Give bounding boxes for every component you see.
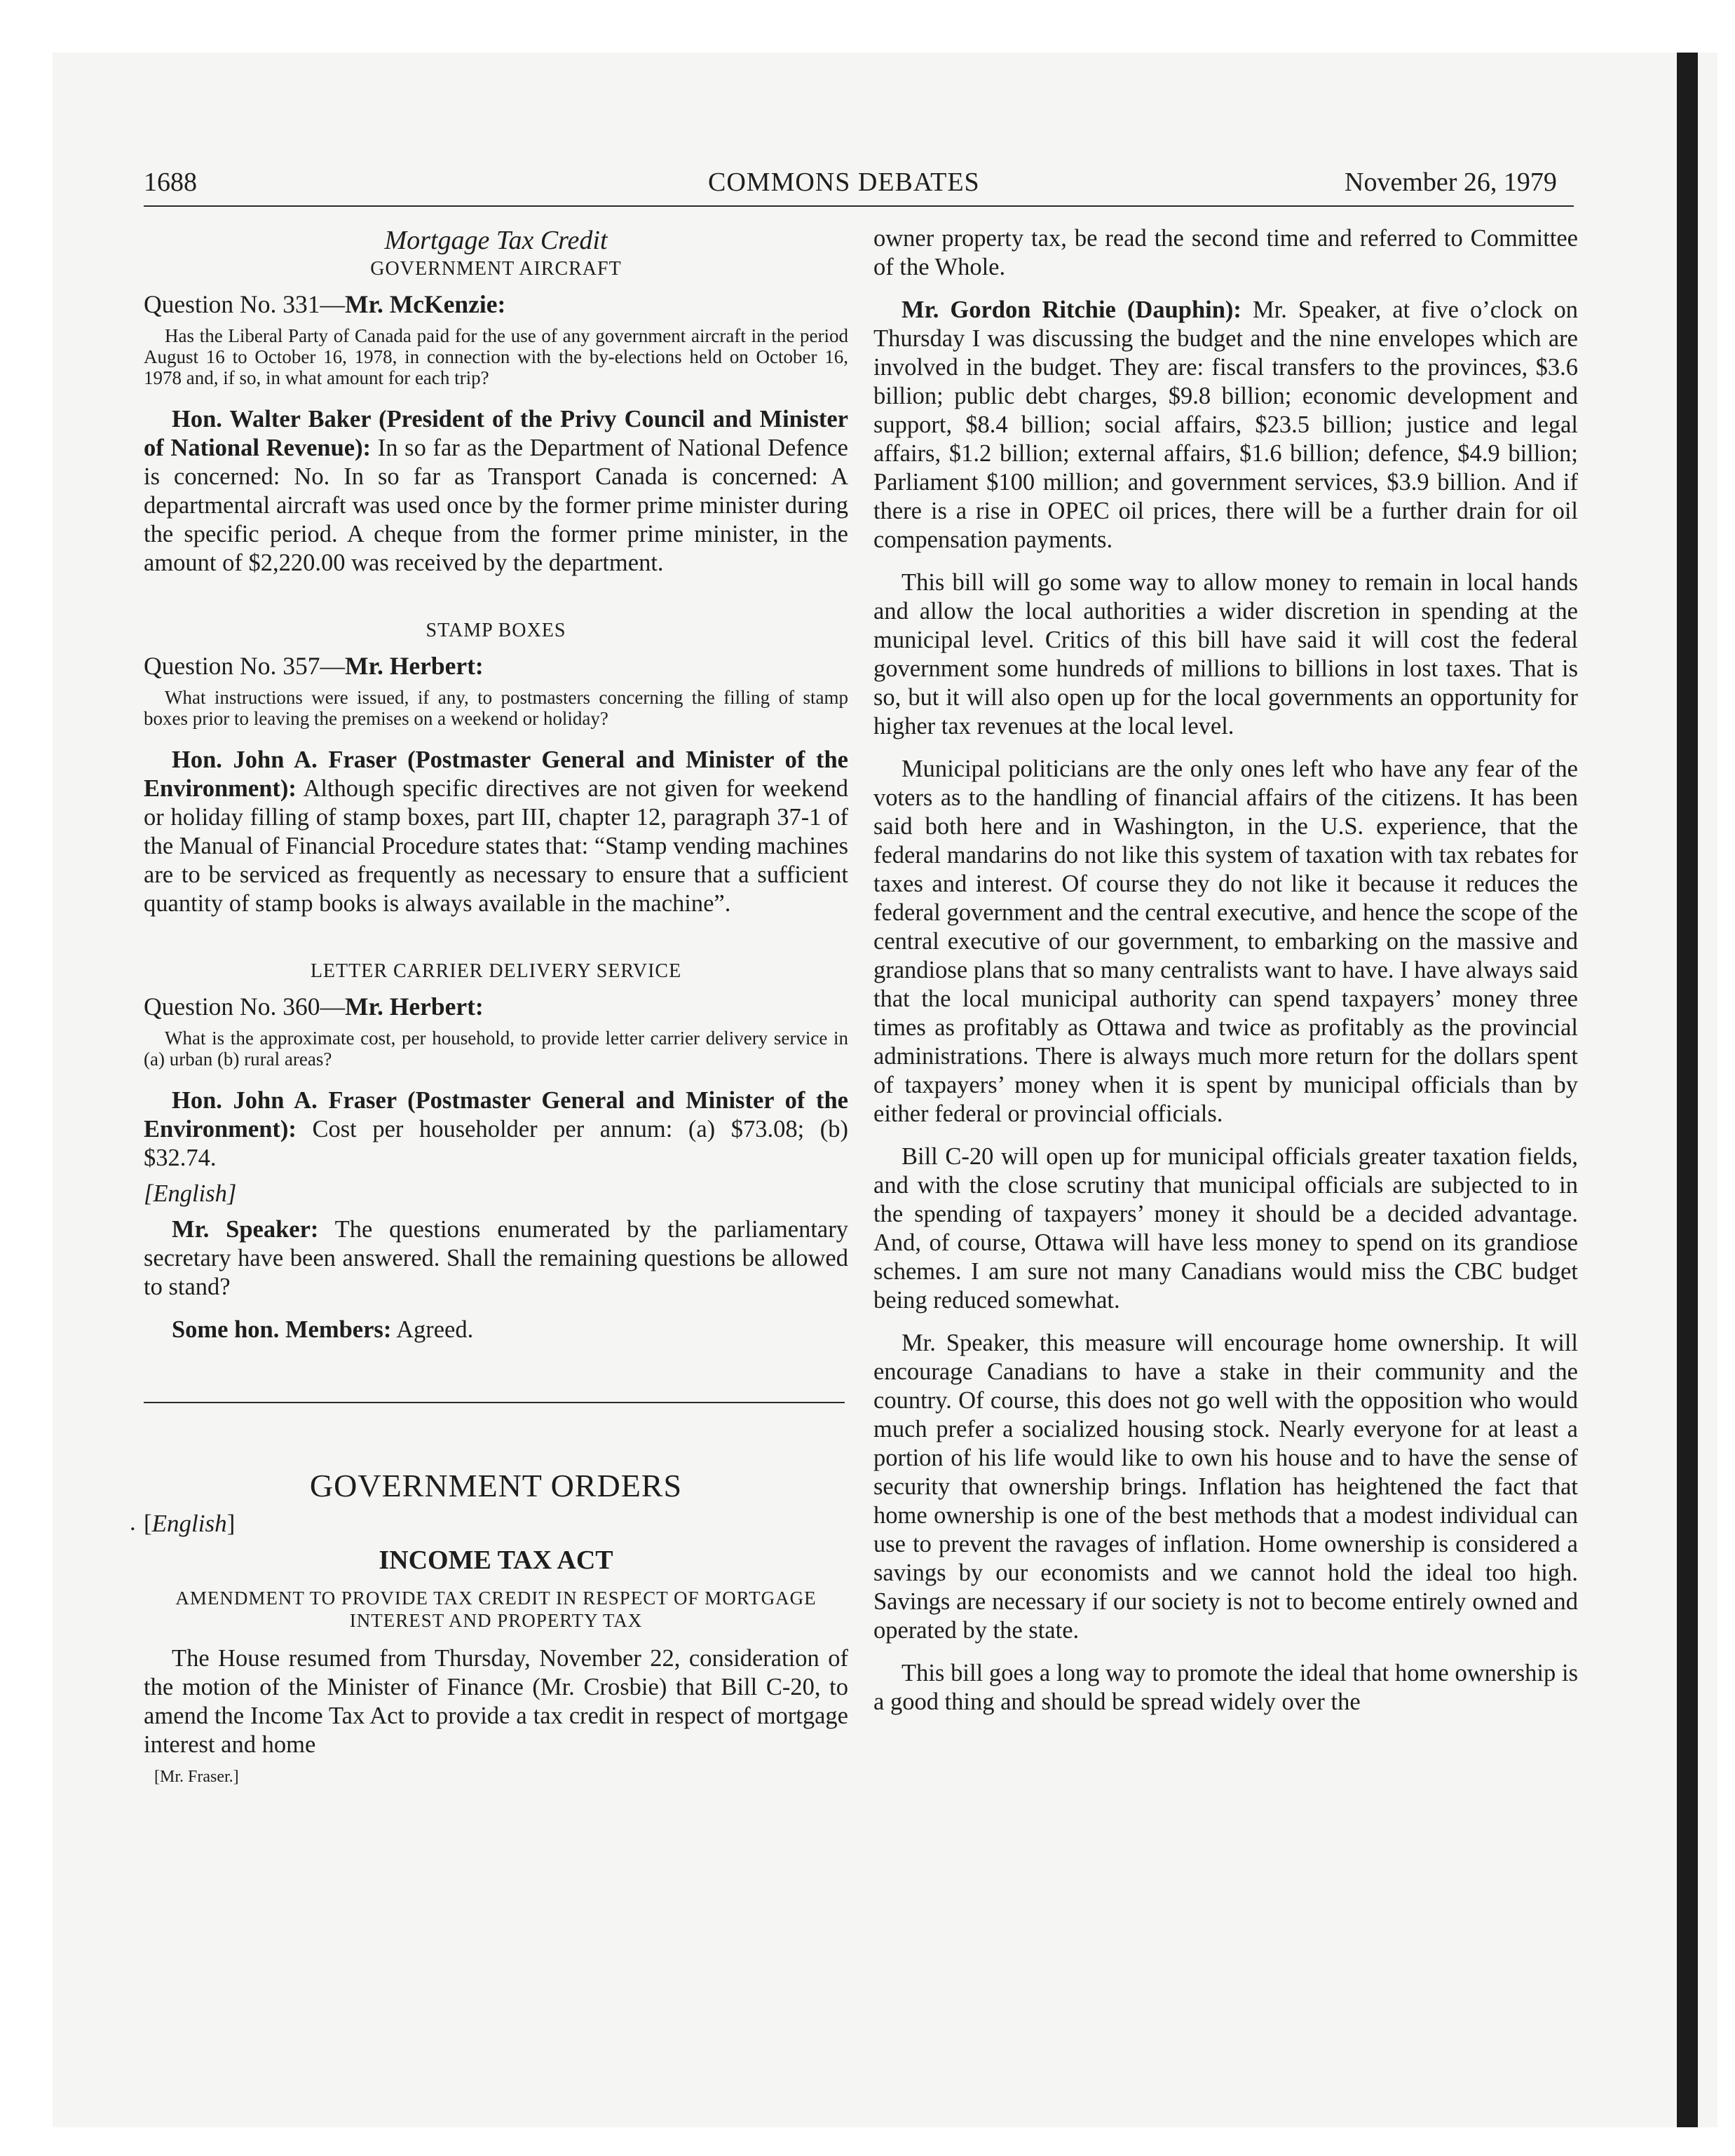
act-title: INCOME TAX ACT	[379, 1546, 613, 1575]
members-name: Some hon. Members:	[172, 1316, 392, 1343]
q360-question-text: What is the approximate cost, per household, to provide letter carrier delivery service in (a) urban (b) rural areas?	[144, 1028, 848, 1070]
q360-answer	[144, 1086, 848, 1173]
paragraph-6: This bill goes a long way to promote the ideal that home ownership is a good thing and should be spread widely over the	[873, 1660, 1578, 1715]
q357-answer-text: Although specific directives are not given for weekend or holiday filling of stamp boxes, part III, chapter 12, paragraph 37-1 of the Manual of Financial Procedure states that: “Stamp vending machines are to be serviced as frequently as necessary to ensure that a sufficient quantity of stamp books is always available in the machine”.	[144, 775, 849, 917]
q360-answer-speaker: Hon. John A. Fraser (Postmaster General and Minister of the Environment):	[144, 1087, 848, 1142]
section-rule	[144, 1402, 845, 1403]
stray-mark: .	[130, 1509, 136, 1536]
running-title: COMMONS DEBATES	[708, 168, 980, 197]
paragraph-5: Mr. Speaker, this measure will encourage home ownership. It will encourage Canadians to have a stake in their community and the country. Of course, this does not go well with the opposition who would much prefer a socialized housing stock. Nearly everyone for at least a portion of his life would like to own his house and to have the sense of security that ownership brings. Inflation has heightened the fact that home ownership is one of the best methods that a modest individual can use to prevent the ravages of inflation. Home ownership is considered a savings by our economists and we cannot hold the ideal too high. Savings are necessary if our society is not to become entirely owned and operated by the state.	[873, 1330, 1578, 1644]
header-rule	[144, 205, 1574, 207]
members-statement	[144, 1316, 848, 1344]
q357-number: Question No. 357—	[144, 652, 345, 680]
q331-number: Question No. 331—	[144, 290, 345, 318]
q357-question-text: What instructions were issued, if any, to postmasters concerning the filling of stamp boxes prior to leaving the premises on a weekend or holiday?	[144, 687, 848, 729]
q331-heading: GOVERNMENT AIRCRAFT	[370, 258, 622, 280]
q357-member: Mr. Herbert:	[344, 652, 484, 680]
q331-question-line	[144, 289, 848, 320]
page-number: 1688	[144, 168, 197, 197]
language-marker-2: [English]	[144, 1510, 236, 1537]
amendment-title: AMENDMENT TO PROVIDE TAX CREDIT IN RESPECT OF MORTGAGE INTEREST AND PROPERTY TAX	[175, 1588, 817, 1631]
q357-question-line	[144, 650, 848, 681]
language-marker: [English]	[144, 1180, 237, 1207]
q360-heading: LETTER CARRIER DELIVERY SERVICE	[310, 960, 682, 982]
language-label: English	[153, 1180, 227, 1207]
q331-answer-speaker: Hon. Walter Baker (President of the Privy Council and Minister of National Revenue):	[144, 406, 848, 461]
q357-answer	[144, 746, 848, 918]
paragraph-2: This bill will go some way to allow money to remain in local hands and allow the local authorities a wider discretion in spending at the municipal level. Critics of this bill have said it will cost the federal government some hundreds of millions to billions in lost taxes. That is so, but it will also open up for the local governments an opportunity for higher tax revenues at the local level.	[873, 569, 1578, 739]
q360-question-line	[144, 991, 848, 1022]
footnote: [Mr. Fraser.]	[154, 1768, 239, 1786]
ritchie-paragraph	[873, 296, 1578, 554]
section-title: Mortgage Tax Credit	[384, 226, 608, 255]
q360-number: Question No. 360—	[144, 992, 345, 1021]
paragraph-4: Bill C-20 will open up for municipal officials greater taxation fields, and with the close scrutiny that municipal officials are subjected to in the spending of taxpayers’ money it should be a decided advantage. And, of course, Ottawa will have less money to spend on its grandiose schemes. I am sure not many Canadians would miss the CBC budget being reduced somewhat.	[873, 1143, 1578, 1314]
q357-heading: STAMP BOXES	[426, 620, 566, 641]
ritchie-text: Mr. Speaker, at five o’clock on Thursday I was discussing the budget and the nine envelopes which are involved in the budget. They are: fiscal transfers to the provinces, $3.6 billion; public debt charges, $9.8 billion; economic development and support, $8.4 billion; social affairs, $23.5 billion; justice and legal affairs, $1.2 billion; external affairs, $1.6 billion; defence, $4.9 billion; Parliament $100 million; and government services, $3.9 billion. And if there is a rise in OPEC oil prices, there will be a further drain for oil compensation payments.	[873, 296, 1578, 553]
resumed-paragraph: The House resumed from Thursday, November 22, consideration of the motion of the Minister of Finance (Mr. Crosbie) that Bill C-20, to amend the Income Tax Act to provide a tax credit in respect of mortgage interest and home	[144, 1645, 848, 1758]
q331-answer	[144, 405, 848, 578]
q360-answer-text: Cost per householder per annum: (a) $73.08; (b) $32.74.	[144, 1116, 849, 1171]
orders-title: GOVERNMENT ORDERS	[309, 1468, 683, 1503]
q331-member: Mr. McKenzie:	[344, 290, 506, 318]
page-date: November 26, 1979	[1345, 168, 1557, 197]
right-column	[873, 224, 1578, 1717]
q357-answer-speaker: Hon. John A. Fraser (Postmaster General and Minister of the Environment):	[144, 746, 848, 802]
language-label-2: English	[151, 1510, 227, 1537]
ritchie-speaker: Mr. Gordon Ritchie (Dauphin):	[901, 296, 1241, 323]
left-column	[130, 224, 849, 1787]
paragraph-3: Municipal politicians are the only ones left who have any fear of the voters as to the handling of financial affairs of the citizens. It has been said both here and in Washington, in the U.S. experience, that the federal mandarins do not like this system of taxation with tax rebates for taxes and interest. Of course they do not like it because it reduces the federal government and the central executive, and hence the scope of the central executive of our government, to embarking on the massive and grandiose plans that so many centralists want to have. I have always said that the local municipal authority can spend taxpayers’ money three times as profitably as Ottawa and twice as profitably as the provincial administrations. There is always much more return for the dollars spent of taxpayers’ money when it is spent by municipal officials than by either federal or provincial officials.	[873, 756, 1579, 1127]
q331-answer-text: In so far as the Department of National Defence is concerned: No. In so far as Transport Canada is concerned: A departmental aircraft was used once by the former prime minister during the specific period. A cheque from the former prime minister, in the amount of $2,220.00 was received by the department.	[144, 435, 848, 576]
q331-question-text: Has the Liberal Party of Canada paid for the use of any government aircraft in the period August 16 to October 16, 1978, in connection with the by-elections held on October 16, 1978 and, if so, in what amount for each trip?	[144, 325, 848, 388]
q360-member: Mr. Herbert:	[344, 992, 484, 1021]
speaker-text: The questions enumerated by the parliamentary secretary have been answered. Shall the remaining questions be allowed to stand?	[144, 1216, 848, 1300]
language-marker-row	[130, 1508, 848, 1539]
members-text: Agreed.	[396, 1316, 474, 1343]
speaker-statement	[144, 1215, 848, 1302]
speaker-name: Mr. Speaker:	[172, 1216, 319, 1243]
scan-edge-bar	[1677, 53, 1698, 2127]
continued-paragraph: owner property tax, be read the second time and referred to Committee of the Whole.	[873, 225, 1578, 280]
